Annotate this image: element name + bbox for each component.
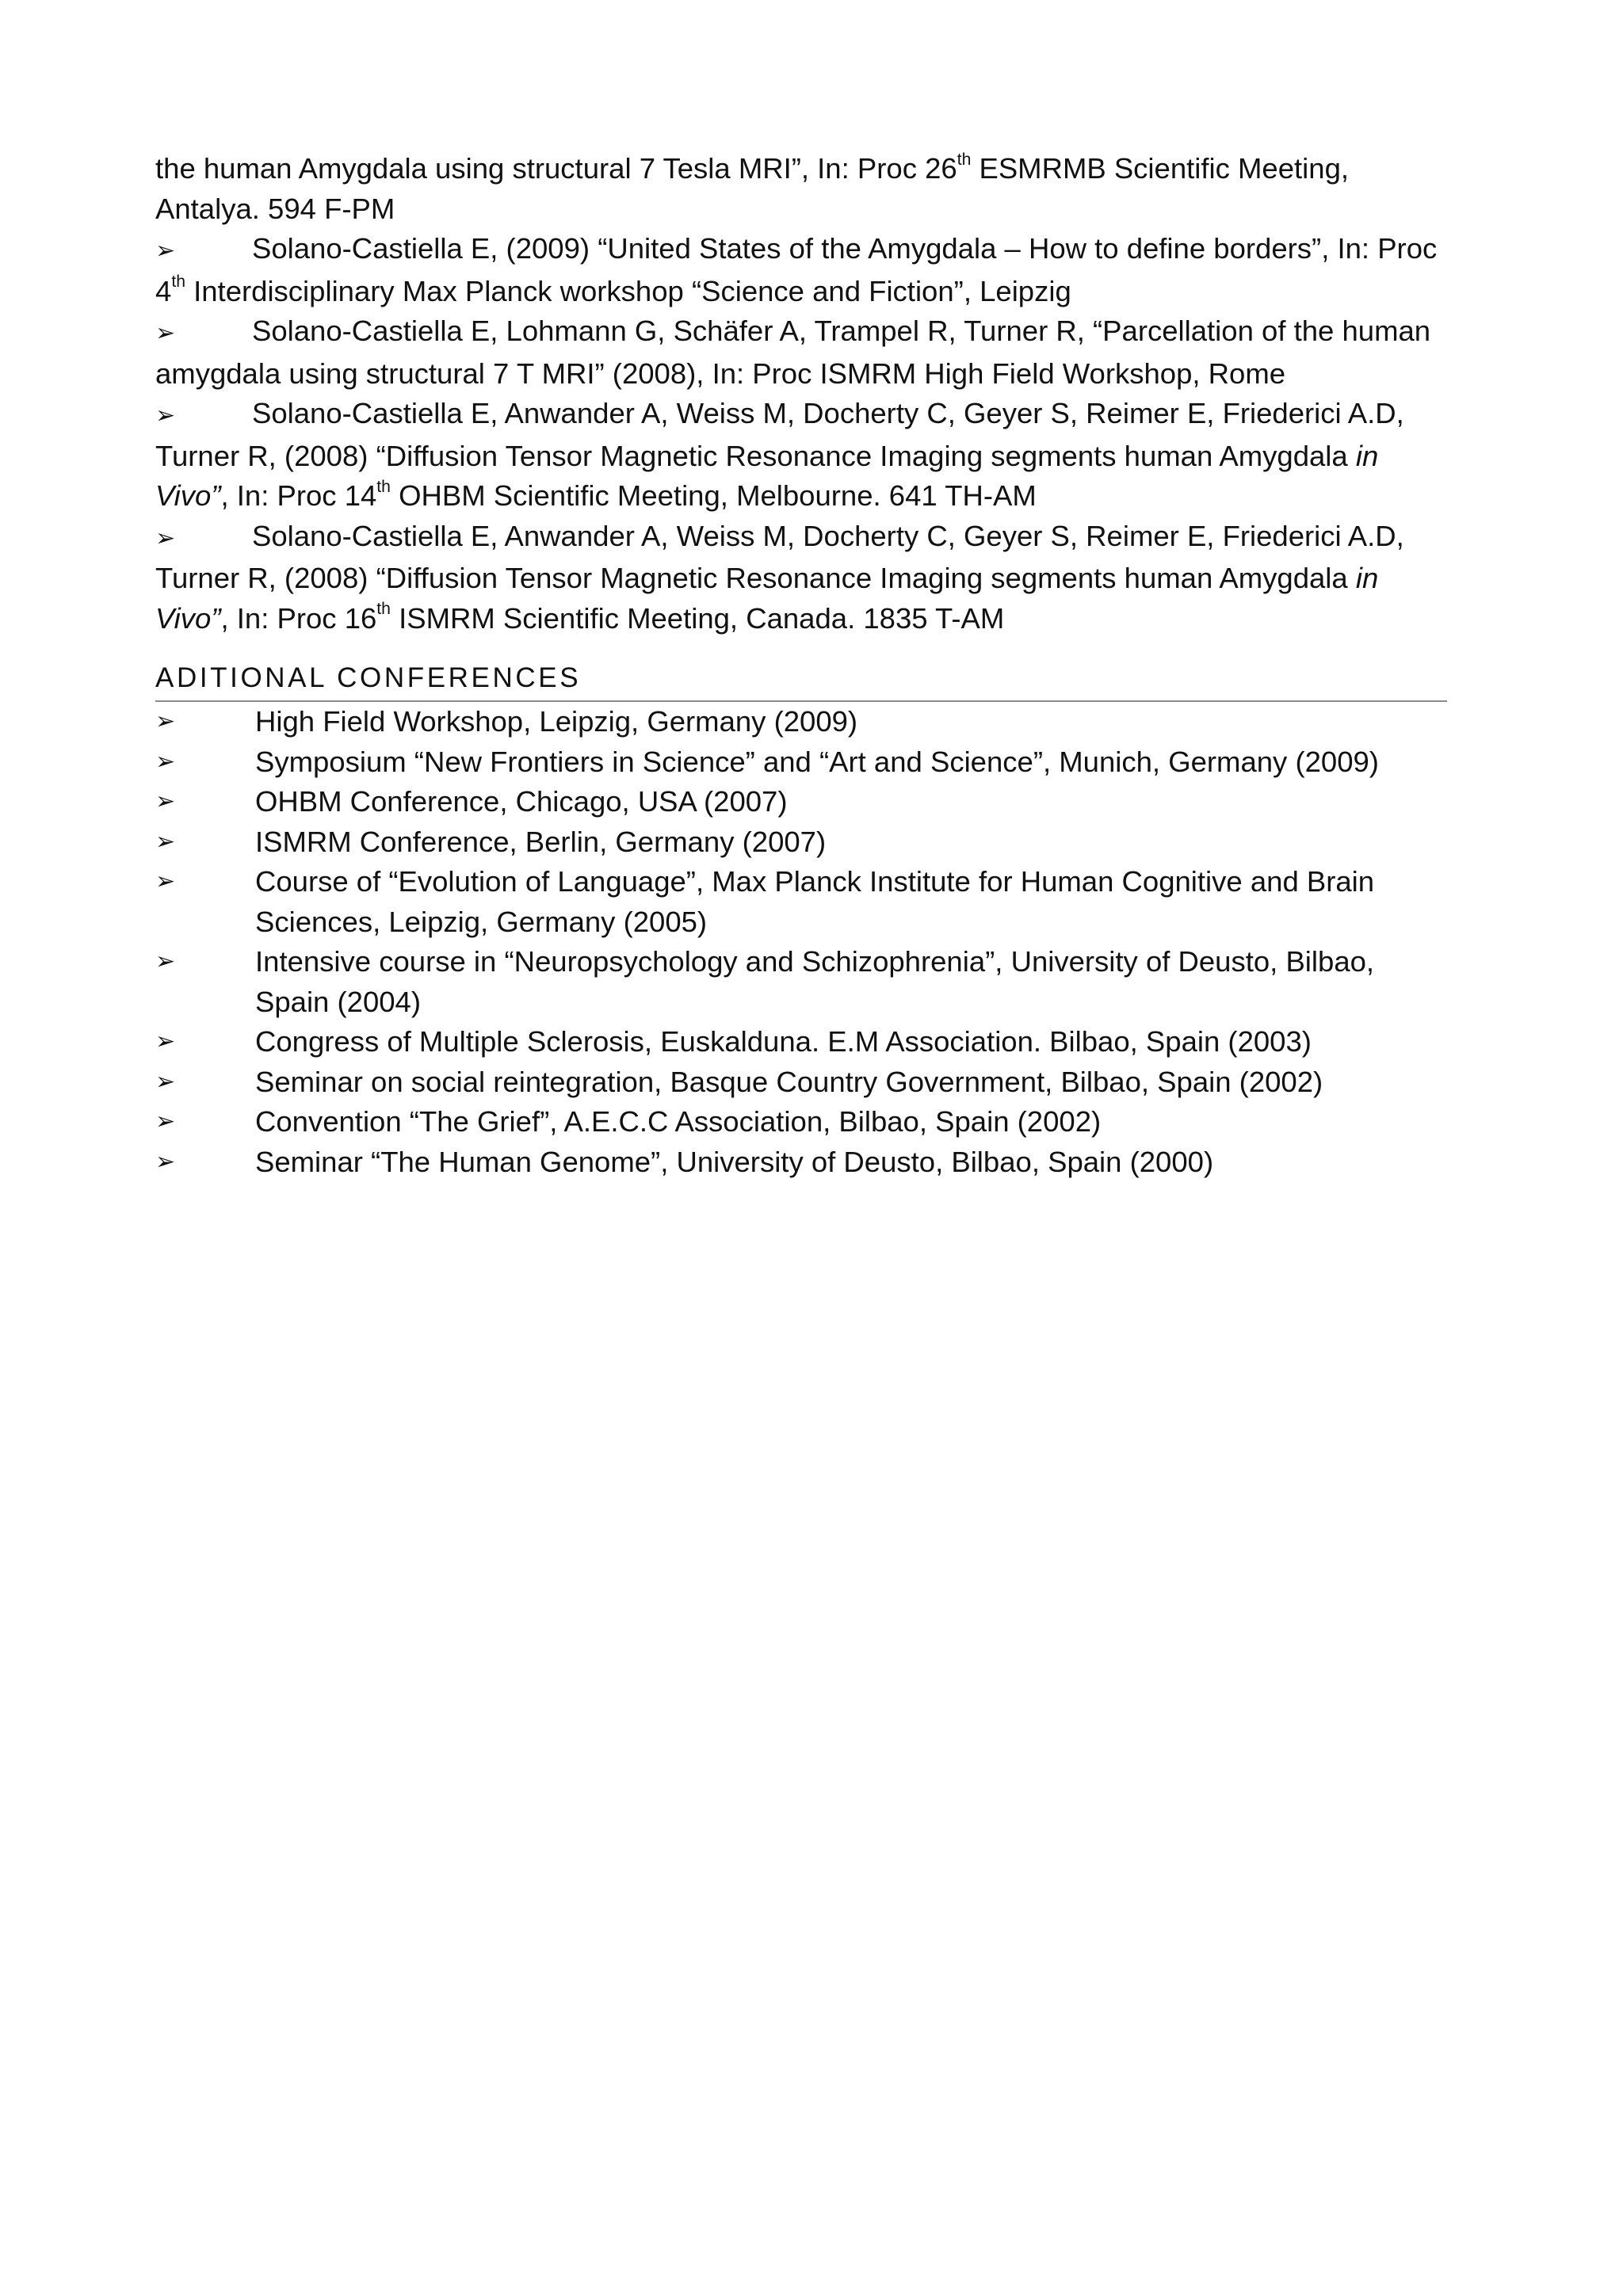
- publication-text: , In: Proc 16: [220, 601, 377, 635]
- publication-text: Solano-Castiella E, Anwander A, Weiss M, Docherty C, Geyer S, Reimer E, Friederici A.D, Turner R, (2008) “Diffusion Tensor Magnetic Resonance Imaging segments human Amygdala: [155, 397, 1404, 472]
- publication-entry: [155, 311, 1455, 394]
- conference-text: Course of “Evolution of Language”, Max Planck Institute for Human Cognitive and Brain Sciences, Leipzig, Germany (2005): [255, 865, 1375, 938]
- publication-text: OHBM Scientific Meeting, Melbourne. 641 TH-AM: [390, 479, 1037, 512]
- publication-text: the human Amygdala using structural 7 Tesla MRI”, In: Proc 26: [155, 152, 957, 185]
- list-item: [155, 822, 1444, 863]
- conference-text: Seminar on social reintegration, Basque Country Government, Bilbao, Spain (2002): [255, 1065, 1323, 1098]
- publication-entry: [155, 517, 1455, 639]
- arrow-bullet-icon: ➢: [155, 237, 176, 265]
- arrow-bullet-icon: ➢: [155, 707, 176, 735]
- superscript: th: [376, 477, 391, 496]
- publication-text: Solano-Castiella E, (2009) “United States of the Amygdala – How to define borders”, In: Proc 4: [155, 232, 1438, 307]
- conference-text: Congress of Multiple Sclerosis, Euskalduna. E.M Association. Bilbao, Spain (2003): [255, 1025, 1312, 1058]
- publication-text: ESMRMB Scientific Meeting, Antalya. 594 F-PM: [155, 152, 1350, 225]
- list-item: [155, 1062, 1444, 1103]
- publications-list: [155, 149, 1455, 639]
- conference-text: ISMRM Conference, Berlin, Germany (2007): [255, 825, 827, 858]
- publication-text: , In: Proc 14: [220, 479, 377, 512]
- publication-text: Solano-Castiella E, Anwander A, Weiss M, Docherty C, Geyer S, Reimer E, Friederici A.D, Turner R, (2008) “Diffusion Tensor Magnetic Resonance Imaging segments human Amygdala: [155, 519, 1404, 594]
- list-item: [155, 702, 1444, 742]
- publication-entry: [155, 394, 1455, 517]
- superscript: th: [171, 273, 185, 292]
- list-item: [155, 782, 1444, 822]
- arrow-bullet-icon: ➢: [155, 827, 176, 856]
- arrow-bullet-icon: ➢: [155, 868, 176, 895]
- list-item: [155, 862, 1444, 942]
- publication-entry: [155, 229, 1455, 311]
- conference-list: [155, 702, 1455, 1182]
- conference-text: High Field Workshop, Leipzig, Germany (2009): [255, 705, 858, 738]
- arrow-bullet-icon: ➢: [155, 1108, 176, 1135]
- arrow-bullet-icon: ➢: [155, 788, 176, 815]
- arrow-bullet-icon: ➢: [155, 948, 176, 975]
- conference-text: Symposium “New Frontiers in Science” and “Art and Science”, Munich, Germany (2009): [255, 745, 1379, 778]
- superscript: th: [376, 600, 391, 619]
- list-item: [155, 1022, 1444, 1062]
- document-page: [155, 149, 1455, 1182]
- conference-text: Intensive course in “Neuropsychology and Schizophrenia”, University of Deusto, Bilbao, Spain (2004): [255, 945, 1375, 1018]
- arrow-bullet-icon: ➢: [155, 1067, 176, 1096]
- arrow-bullet-icon: ➢: [155, 319, 176, 347]
- arrow-bullet-icon: ➢: [155, 747, 176, 776]
- publication-continuation: [155, 149, 1455, 229]
- arrow-bullet-icon: ➢: [155, 1028, 176, 1055]
- superscript: th: [957, 150, 972, 169]
- publication-italic-text: in Vivo”: [155, 439, 1379, 512]
- publication-text: Interdisciplinary Max Planck workshop “Science and Fiction”, Leipzig: [185, 274, 1071, 307]
- section-heading-additional-conferences: ADITIONAL CONFERENCES: [155, 659, 1447, 702]
- conference-text: OHBM Conference, Chicago, USA (2007): [255, 785, 788, 818]
- list-item: [155, 742, 1444, 783]
- list-item: [155, 1142, 1444, 1183]
- conference-text: Seminar “The Human Genome”, University of Deusto, Bilbao, Spain (2000): [255, 1145, 1214, 1178]
- conference-text: Convention “The Grief”, A.E.C.C Association, Bilbao, Spain (2002): [255, 1105, 1102, 1138]
- arrow-bullet-icon: ➢: [155, 524, 176, 552]
- arrow-bullet-icon: ➢: [155, 1147, 176, 1176]
- publication-text: Solano-Castiella E, Lohmann G, Schäfer A, Trampel R, Turner R, “Parcellation of the human amygdala using structural 7 T MRI” (2008), In: Proc ISMRM High Field Workshop, Rome: [155, 315, 1431, 390]
- publication-text: ISMRM Scientific Meeting, Canada. 1835 T-AM: [390, 601, 1005, 635]
- publication-italic-text: in Vivo”: [155, 562, 1379, 635]
- list-item: [155, 942, 1444, 1022]
- arrow-bullet-icon: ➢: [155, 402, 176, 429]
- list-item: [155, 1102, 1444, 1142]
